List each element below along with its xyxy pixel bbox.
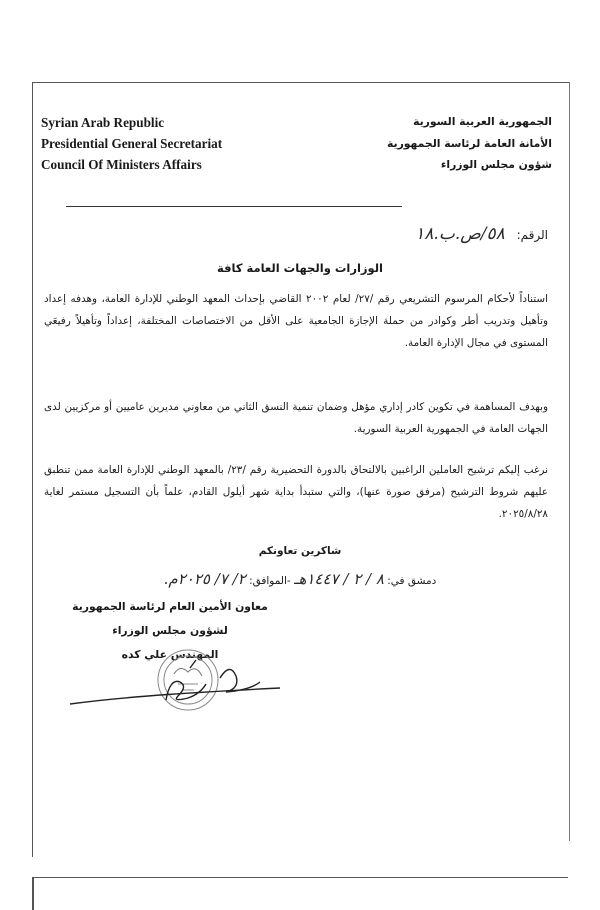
body-paragraph-2: وبهدف المساهمة في تكوين كادر إداري مؤهل وضمان تنمية النسق الثاني من معاوني مديرين عاميين أو مركزيين لدى الجهات العامة في الجمهورية العربية السورية. — [44, 401, 548, 435]
signatory-title: معاون الأمين العام لرئاسة الجمهورية — [72, 600, 268, 613]
date-line — [32, 570, 568, 588]
footer-divider — [32, 877, 568, 878]
signature-stamp — [70, 648, 310, 730]
header-english-line-1: Syrian Arab Republic — [41, 115, 165, 130]
handwritten-signature-icon — [70, 660, 280, 704]
header-arabic-line-2: الأمانة العامة لرئاسة الجمهورية — [386, 136, 552, 150]
date-hijri: ٨ / ٢ / ١٤٤٧هـ — [294, 570, 384, 588]
header-arabic-line-1: الجمهورية العربية السورية — [413, 115, 552, 128]
footer-frame-edge — [32, 877, 34, 910]
signatory-name: المهندس علي كده — [121, 648, 219, 661]
addressee-heading: الوزارات والجهات العامة كافة — [217, 261, 383, 275]
closing-thanks: شاكرين تعاونكم — [258, 545, 342, 557]
header-english — [41, 112, 222, 175]
signatory-department: لشؤون مجلس الوزراء — [112, 624, 228, 637]
date-prefix: دمشق في: — [387, 575, 437, 587]
body-paragraph-1: استناداً لأحكام المرسوم التشريعي رقم /٢٧/ لعام ٢٠٠٢ القاضي بإحداث المعهد الوطني للإدارة العامة، وهدفه إعداد وتأهيل وتدريب أطر وكوادر من حملة الإجازة الجامعية على الأقل من الاختصاصات المختلفة، إعداداً وتأهيلاً رفيعَي المستوى في مجال الإدارة العامة. — [44, 293, 548, 349]
reference-line — [415, 224, 548, 244]
reference-label: الرقم: — [516, 228, 548, 242]
header-english-line-3: Council Of Ministers Affairs — [41, 157, 202, 172]
date-separator: -الموافق: — [245, 575, 295, 587]
header-arabic-line-3: شؤون مجلس الوزراء — [440, 158, 552, 171]
official-seal-icon — [158, 650, 218, 710]
date-gregorian: ٢/ ٧/ ٢٠٢٥م. — [163, 570, 246, 588]
header-arabic — [387, 111, 552, 176]
reference-number: ٥٨/ص.ب.١٨ — [415, 224, 505, 244]
header-divider — [66, 206, 402, 207]
body-paragraph-3: نرغب إليكم ترشيح العاملين الراغبين بالالتحاق بالدورة التحضيرية رقم /٢٣/ بالمعهد الوطني للإدارة العامة ممن تنطبق عليهم شروط الترشيح (مرفق صورة عنها)، والتي ستبدأ بداية شهر أيلول القادم، علماً بأن التسجيل مستمر لغاية ٢٠٢٥/٨/٢٨. — [44, 464, 548, 520]
header-english-line-2: Presidential General Secretariat — [41, 136, 223, 151]
